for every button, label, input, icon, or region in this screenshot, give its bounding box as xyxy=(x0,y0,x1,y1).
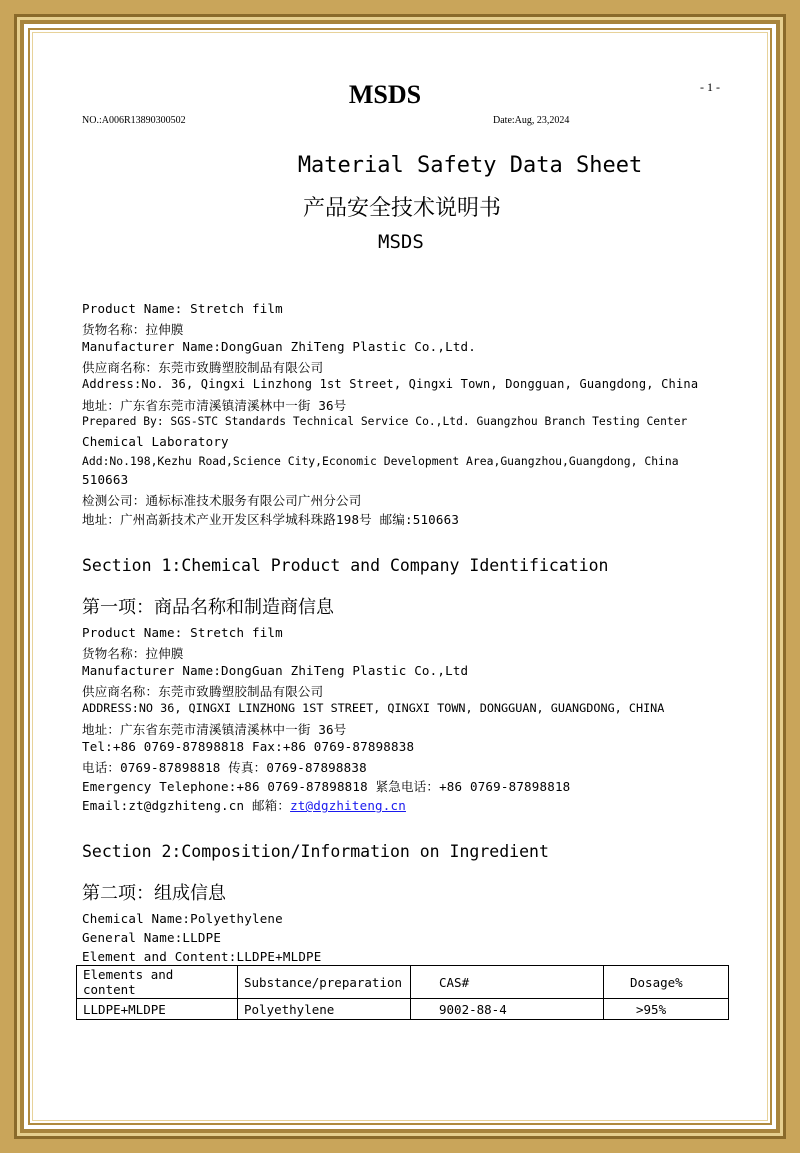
intro-line: Product Name: Stretch film xyxy=(82,301,283,316)
section1-line: 供应商名称：东莞市致腾塑胶制品有限公司 xyxy=(82,684,324,699)
section2-line: General Name:LLDPE xyxy=(82,930,222,945)
section1-line: Manufacturer Name:DongGuan ZhiTeng Plastic Co.,Ltd xyxy=(82,663,469,678)
intro-line: Address:No. 36, Qingxi Linzhong 1st Street, Qingxi Town, Dongguan, Guangdong, China xyxy=(82,377,699,391)
title-abbr: MSDS xyxy=(378,231,424,253)
header-title: MSDS xyxy=(348,80,422,109)
table-cell: LLDPE+MLDPE xyxy=(77,999,238,1020)
intro-line: Manufacturer Name:DongGuan ZhiTeng Plastic Co.,Ltd. xyxy=(82,339,477,354)
email-line xyxy=(82,796,406,814)
section1-line: ADDRESS:NO 36, QINGXI LINZHONG 1ST STREET, QINGXI TOWN, DONGGUAN, GUANGDONG, CHINA xyxy=(82,701,665,715)
table-header-cell: Substance/preparation xyxy=(238,966,411,999)
section1-line: Emergency Telephone:+86 0769-87898818 紧急电话：+86 0769-87898818 xyxy=(82,779,571,794)
section1-title: Section 1:Chemical Product and Company Identification xyxy=(82,556,609,575)
table-header-cell: CAS# xyxy=(411,966,604,999)
section2-title: Section 2:Composition/Information on Ingredient xyxy=(82,842,549,861)
title-english: Material Safety Data Sheet xyxy=(297,153,643,178)
table-cell: >95% xyxy=(604,999,729,1020)
document-number: NO.:A006R13890300502 xyxy=(82,115,186,126)
page-number: - 1 - xyxy=(700,80,720,94)
section1-line: 地址：广东省东莞市清溪镇清溪林中一街 36号 xyxy=(82,722,347,737)
document-date: Date:Aug, 23,2024 xyxy=(493,115,570,126)
intro-line: Add:No.198,Kezhu Road,Science City,Economic Development Area,Guangzhou,Guangdong, China xyxy=(82,454,679,468)
composition-table xyxy=(76,965,729,1020)
intro-line: 510663 xyxy=(82,472,129,487)
intro-line: 检测公司：通标标准技术服务有限公司广州分公司 xyxy=(82,493,362,508)
intro-line: Prepared By: SGS-STC Standards Technical Service Co.,Ltd. Guangzhou Branch Testing Center xyxy=(82,415,688,428)
section1-line: Product Name: Stretch film xyxy=(82,625,283,640)
table-header-cell: Elements and content xyxy=(77,966,238,999)
intro-line: 地址：广东省东莞市清溪镇清溪林中一街 36号 xyxy=(82,398,347,413)
table-row xyxy=(77,999,729,1020)
table-header-cell: Dosage% xyxy=(604,966,729,999)
section1-title-cn: 第一项：商品名称和制造商信息 xyxy=(82,597,334,618)
section2-line: Chemical Name:Polyethylene xyxy=(82,911,283,926)
intro-line: 货物名称：拉伸膜 xyxy=(82,322,184,337)
section1-line: Tel:+86 0769-87898818 Fax:+86 0769-87898838 xyxy=(82,739,415,754)
email-link[interactable]: zt@dgzhiteng.cn xyxy=(290,798,406,813)
email-label: Email:zt@dgzhiteng.cn 邮箱： xyxy=(82,798,291,813)
section1-line: 货物名称：拉伸膜 xyxy=(82,646,184,661)
table-cell: Polyethylene xyxy=(238,999,411,1020)
section2-line: Element and Content:LLDPE+MLDPE xyxy=(82,949,322,964)
table-cell: 9002-88-4 xyxy=(411,999,604,1020)
section1-line: 电话：0769-87898818 传真：0769-87898838 xyxy=(82,760,367,775)
intro-line: 地址：广州高新技术产业开发区科学城科珠路198号 邮编:510663 xyxy=(82,512,460,527)
intro-line: Chemical Laboratory xyxy=(82,434,229,449)
intro-line: 供应商名称：东莞市致腾塑胶制品有限公司 xyxy=(82,360,324,375)
table-header-row xyxy=(77,966,729,999)
title-chinese: 产品安全技术说明书 xyxy=(302,196,501,221)
section2-title-cn: 第二项：组成信息 xyxy=(82,883,226,904)
